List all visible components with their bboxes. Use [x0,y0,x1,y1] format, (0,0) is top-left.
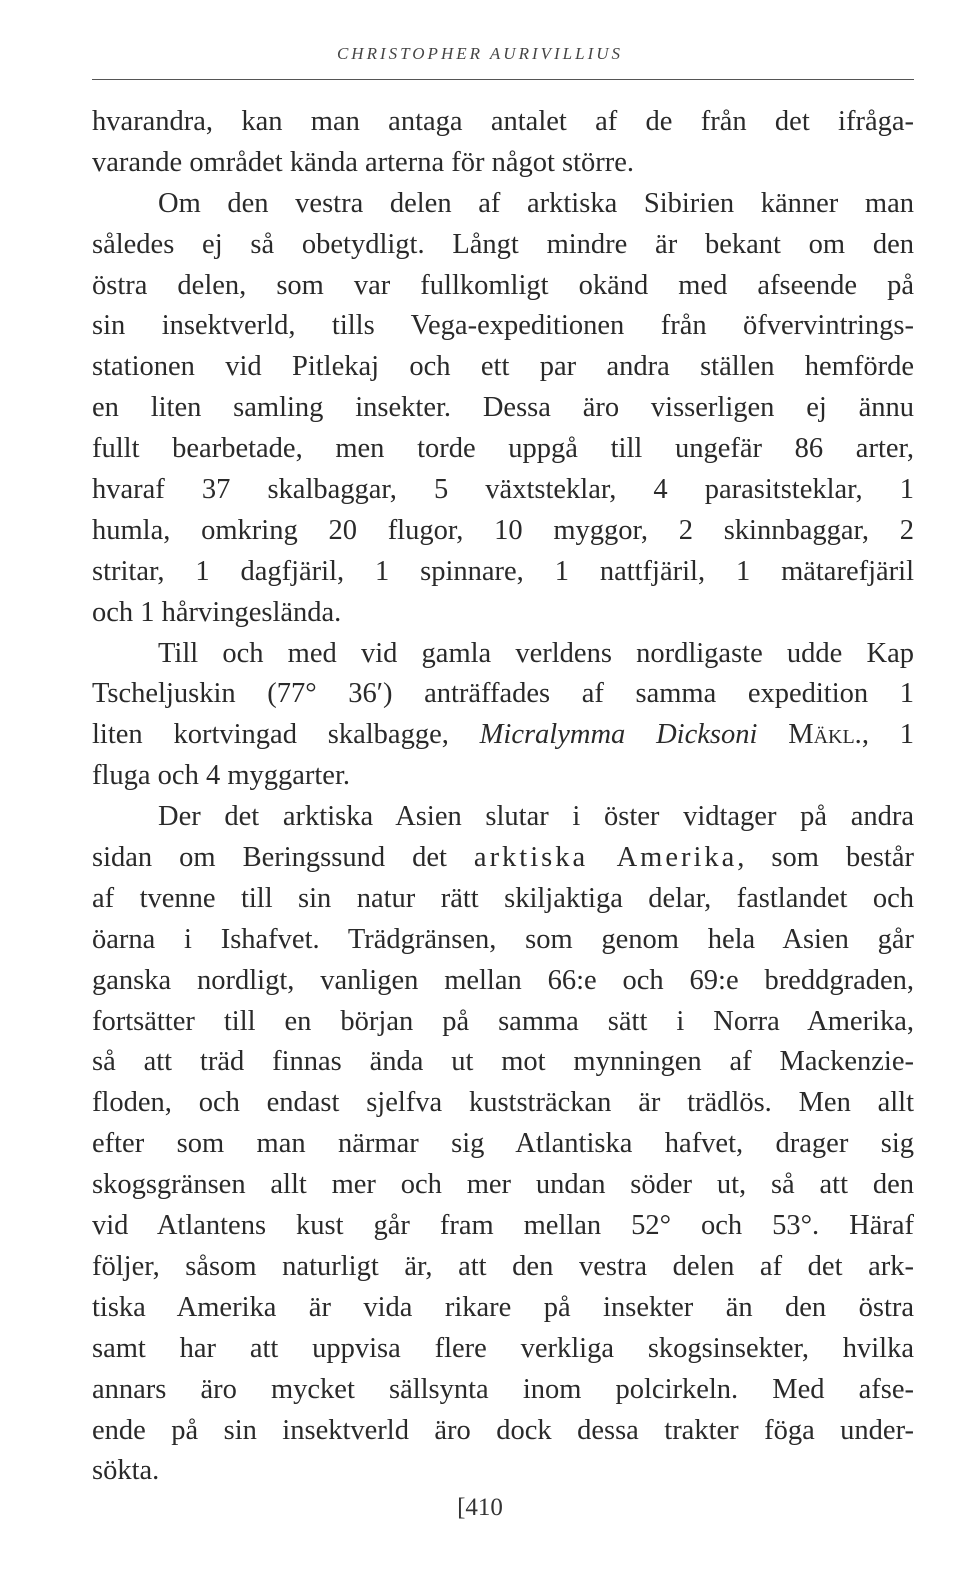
running-head: CHRISTOPHER AURIVILLIUS [336,44,624,63]
text-line: fortsätter till en början på samma sätt i Norra Amerika, [92,1005,914,1037]
species-name: Micralymma Dicksoni [479,719,758,751]
text-line: och 1 hårvingesländа. [92,596,342,628]
text-segment: liten kortvingad skalbagge, [92,719,480,751]
text-line: följer, såsom naturligt är, att den vestra delen af det ark- [92,1250,914,1282]
text-line: fullt bearbetade, men torde uppgå till ungefär 86 arter, [92,433,914,465]
text-segment: sidan om Beringssund det [92,842,474,874]
text-line: östra delen, som var fullkomligt okänd med afseende på [92,269,914,301]
text-line: vid Atlantens kust går fram mellan 52° och 53°. Häraf [92,1210,914,1242]
text-line: fluga och 4 myggarter. [92,760,351,792]
text-line: samt har att uppvisa flere verkliga skogsinsekter, hvilka [92,1332,914,1364]
page-number: [410 [457,1494,503,1521]
text-line: ganska nordligt, vanligen mellan 66:e och 69:e breddgraden, [92,964,914,996]
spaced-term: arktiska Amerika [473,842,738,874]
text-line: stationen vid Pitlekaj och ett par andra ställen hemförde [92,351,914,383]
text-line: hvaraf 37 skalbaggar, 5 växtsteklar, 4 parasitsteklar, 1 [92,474,914,506]
text-line: af tvenne till sin natur rätt skiljaktiga delar, fastlandet och [92,882,914,914]
text-line: Till och med vid gamla verldens nordligaste udde Kap [158,637,914,669]
text-line: stritar, 1 dagfjäril, 1 spinnare, 1 nattfjäril, 1 mätarefjäril [92,555,914,587]
text-segment: , 1 [861,719,914,751]
text-line: ende på sin insektverld äro dock dessa trakter föga under- [92,1414,914,1446]
text-line: efter som man närmar sig Atlantiska hafvet, drager sig [92,1128,914,1160]
text-line: så att träd finnas ända ut mot mynningen af Mackenzie- [92,1046,914,1078]
text-line: således ej så obetydligt. Långt mindre är bekant om den [92,228,914,260]
text-segment [757,719,788,750]
text-line: skogsgränsen allt mer och mer undan söder ut, så att den [92,1169,914,1201]
text-line: tiska Amerika är vida rikare på insekter än den östra [92,1291,914,1323]
text-line [92,797,914,838]
text-line: öarna i Ishafvet. Trädgränsen, som genom hela Asien går [92,923,914,955]
text-segment: Der det arktiska Asien slutar i öster vidtager på andra [158,801,914,833]
text-line: floden, och endast sjelfva kuststräckan är trädlös. Men allt [92,1087,914,1119]
text-line: en liten samling insekter. Dessa äro visserligen ej ännu [92,392,914,424]
body-text [92,102,914,1492]
text-line: varande området kända arterna för något större. [92,146,635,178]
text-segment: , som består [737,842,914,874]
text-line: hvarandra, kan man antaga antalet af de från det ifråga- [92,106,914,137]
text-line [92,838,914,879]
author-abbrev: Mäkl. [788,719,862,751]
text-line: humla, omkring 20 flugor, 10 myggor, 2 skinnbaggar, 2 [92,514,914,546]
header-rule [92,79,914,80]
text-line: annars äro mycket sällsynta inom polcirkeln. Med afse- [92,1373,914,1405]
text-line: sökta. [92,1455,160,1487]
text-line: Tscheljuskin (77° 36′) anträffades af samma expedition 1 [92,678,914,710]
text-line [92,715,914,756]
text-line: Om den vestra delen af arktiska Sibirien känner man [158,187,914,219]
text-line: sin insektverld, tills Vega-expeditionen från öfvervintrings- [92,310,914,342]
